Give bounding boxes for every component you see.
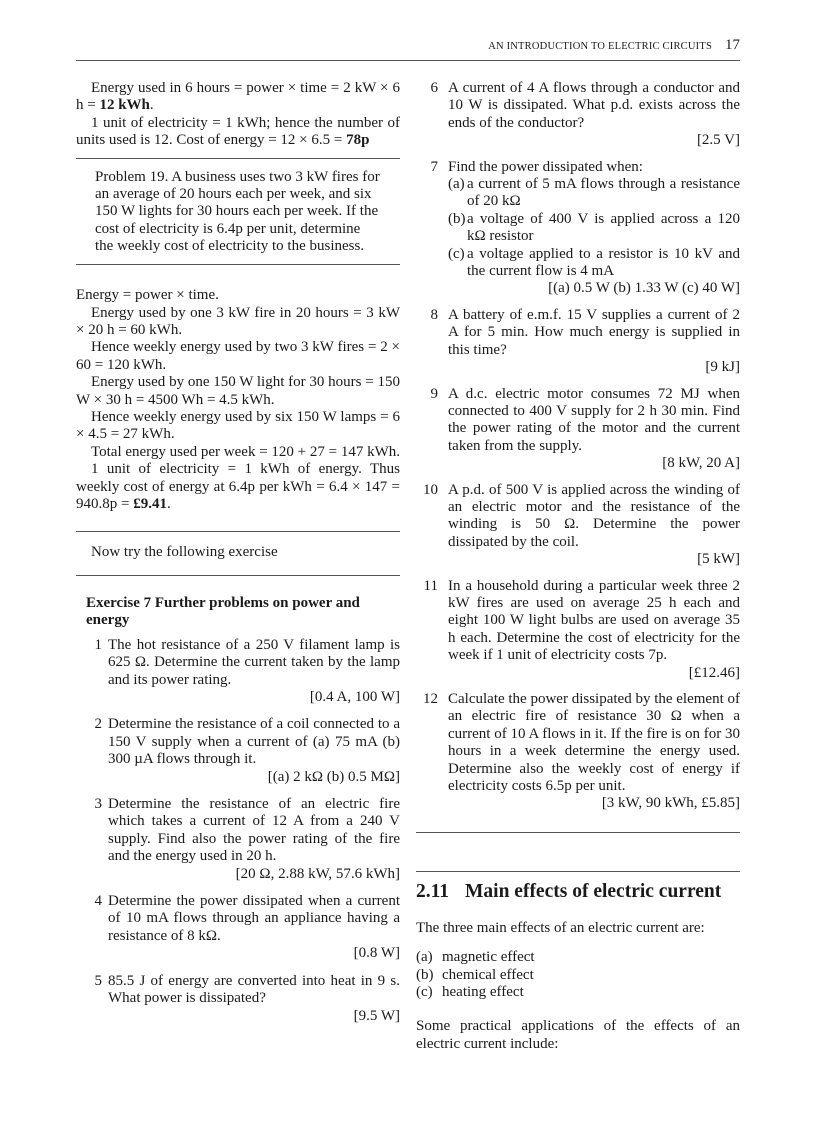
closing-paragraph: Some practical applications of the effects of an electric current include:: [416, 1018, 740, 1052]
right-column: [416, 80, 740, 1053]
effect-item: (b) chemical effect: [416, 966, 534, 983]
section-heading: 2.11 Main effects of electric current: [416, 880, 722, 902]
exercise-item: 7 Find the power dissipated when: (a) a current of 5 mA flows through a resistance of 20 kΩ (b) a voltage of 400 V is applied across a 120 kΩ resistor (c) a voltage applied to a resistor is 10 kV and the current flow is 4 mA [(a) 0.5 W (b) 1.33 W (c) 40 W]: [430, 158, 740, 297]
sub-item: (b) a voltage of 400 V is applied across a 120 kΩ resistor: [448, 210, 740, 245]
sub-item: (a) a current of 5 mA flows through a resistance of 20 kΩ: [448, 176, 740, 210]
section-intro: The three main effects of an electric current are:: [416, 919, 705, 936]
exercise-item: 6 A current of 4 A flows through a conductor and 10 W is dissipated. What p.d. exists across the ends of the conductor? [2.5 V]: [430, 80, 740, 149]
page-number: 17: [725, 37, 740, 53]
divider: [416, 871, 740, 872]
running-title: AN INTRODUCTION TO ELECTRIC CIRCUITS: [488, 41, 712, 52]
problem-19-solution: Energy = power × time. Energy used by one 3 kW fire in 20 hours = 3 kW × 20 h = 60 kWh. Hence weekly energy used by two 3 kW fires = 2 × 60 = 120 kWh. Energy used by one 150 W light for 30 hours = 150 W × 30 h = 4500 Wh = 4.5 kWh. Hence weekly energy used by six 150 W lamps = 6 × 4.5 = 27 kWh. Total energy used per week = 120 + 27 = 147 kWh. 1 unit of electricity = 1 kWh of energy. Thus weekly cost of energy at 6.4p per kWh = 6.4 × 147 = 940.8p = £9.41.: [76, 287, 400, 512]
effect-item: (c) heating effect: [416, 984, 524, 1001]
exercise-item: 1 The hot resistance of a 250 V filament lamp is 625 Ω. Determine the current taken by the lamp and its power rating. [0.4 A, 100 W]: [94, 636, 400, 706]
exercise-title: Exercise 7 Further problems on power and energy: [86, 594, 360, 628]
exercise-item: 8 A battery of e.m.f. 15 V supplies a current of 2 A for 5 min. How much energy is supplied in this time? [9 kJ]: [430, 306, 740, 376]
try-exercise-text: Now try the following exercise: [91, 544, 278, 561]
exercise-list: [76, 637, 400, 1025]
exercise-item: 11 In a household during a particular week three 2 kW fires are used on average 25 h each and eight 100 W light bulbs are used on average 35 h each. Determine the cost of electricity for the week if 1 unit of electricity costs 7p. [£12.46]: [423, 577, 740, 681]
effect-item: (a) magnetic effect: [416, 949, 535, 966]
exercise-item: 12 Calculate the power dissipated by the element of an electric fire of resistance 30 Ω when a current of 10 A flows in it. If the fire is on for 30 hours in a week determine the energy used. Determine also the weekly cost of energy if electricity costs 6.5p per unit. [3 kW, 90 kWh, £5.85]: [423, 691, 740, 812]
effects-list: [416, 949, 740, 1001]
exercise-item: 5 85.5 J of energy are converted into heat in 9 s. What power is dissipated? [9.5 W]: [94, 972, 400, 1024]
exercise-item: 3 Determine the resistance of an electric fire which takes a current of 12 A from a 240 V supply. Find also the power rating of the fire and the energy used in 20 h. [20 Ω, 2.88 kW, 57.6 kWh]: [94, 796, 400, 882]
running-header: [76, 38, 740, 61]
divider: [76, 575, 400, 576]
exercise-item: 9 A d.c. electric motor consumes 72 MJ when connected to 400 V supply for 2 h 30 min. Find the power rating of the motor and the current taken from the supply. [8 kW, 20 A]: [430, 385, 740, 472]
intro-paragraph-2: 1 unit of electricity = 1 kWh; hence the number of units used is 12. Cost of energy = 12 × 6.5 = 78p: [76, 114, 400, 149]
exercise-item: 10 A p.d. of 500 V is applied across the winding of an electric motor and the resistance of the winding is 50 Ω. Determine the power dissipated by the coil. [5 kW]: [423, 481, 740, 568]
intro-paragraph-1: Energy used in 6 hours = power × time = 2 kW × 6 h = 12 kWh.: [76, 80, 400, 114]
left-column: [76, 80, 400, 1035]
exercise-item: 2 Determine the resistance of a coil connected to a 150 V supply when a current of (a) 75 mA (b) 300 µA flows through it. [(a) 2 kΩ (b) 0.5 MΩ]: [94, 716, 400, 785]
problem-19: Problem 19. A business uses two 3 kW fires for an average of 20 hours each per week, and six 150 W lights for 30 hours each per week. If the cost of electricity is 6.4p per unit, determine the weekly cost of electricity to the business.: [95, 168, 380, 254]
sub-item: (c) a voltage applied to a resistor is 10 kV and the current flow is 4 mA: [448, 245, 740, 280]
exercise-item: 4 Determine the power dissipated when a current of 10 mA flows through an appliance having a resistance of 8 kΩ. [0.8 W]: [94, 893, 400, 962]
